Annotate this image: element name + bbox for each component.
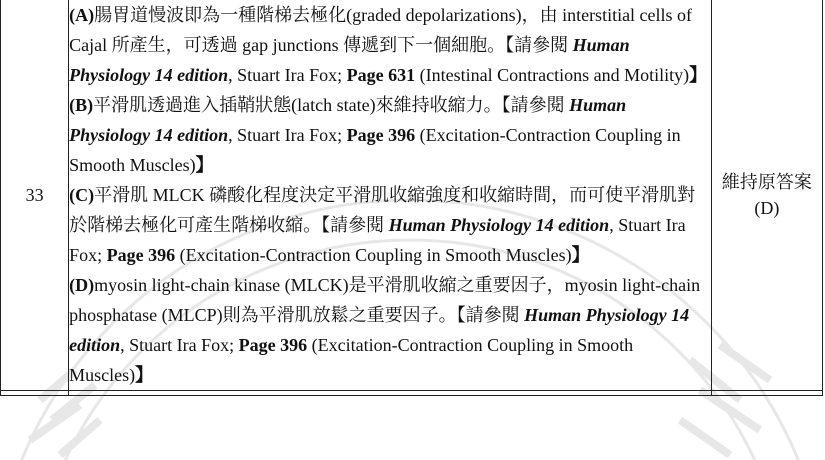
paragraph-a <box>69 0 711 90</box>
option-label: (A) <box>69 5 95 25</box>
book-title: Human Physiology 14 edition <box>69 35 630 85</box>
author-text: , Stuart Ira Fox; <box>69 215 686 265</box>
paragraph-text: myosin light-chain kinase (MLCK)是平滑肌收縮之重要因子，myosin light-chain phosphatase (MLCP)則為平滑肌放鬆之重要因子。【請參閱 <box>69 275 701 325</box>
explanation-cell <box>69 0 712 391</box>
section-title: (Excitation-Contraction Coupling in Smooth Muscles) <box>175 245 572 265</box>
close-bracket: 】 <box>689 65 708 85</box>
section-title: (Intestinal Contractions and Motility) <box>415 65 690 85</box>
answer-text: 維持原答案 <box>721 172 812 192</box>
next-row-cell <box>69 391 712 396</box>
paragraph-b <box>69 90 711 180</box>
paragraph-c <box>69 180 711 270</box>
paragraph-text: 平滑肌 MLCK 磷酸化程度決定平滑肌收縮強度和收縮時間，而可使平滑肌對於階梯去極化可產生階梯收縮。【請參閱 <box>69 185 696 235</box>
book-title: Human Physiology 14 edition <box>69 305 690 355</box>
book-title: Human Physiology 14 edition <box>388 215 610 235</box>
question-number: 33 <box>1 0 69 391</box>
answer-option: (D) <box>754 198 780 218</box>
page-ref: Page 396 <box>106 245 176 265</box>
page-ref: Page 396 <box>238 335 308 355</box>
option-label: (C) <box>69 185 95 205</box>
next-row-cell <box>711 391 822 396</box>
next-row-cell <box>1 391 69 396</box>
answer-cell <box>711 0 822 391</box>
page-ref: Page 396 <box>346 125 416 145</box>
table-row <box>1 0 823 391</box>
section-title: (Excitation-Contraction Coupling in Smooth Muscles) <box>69 125 681 175</box>
author-text: , Stuart Ira Fox; <box>120 335 239 355</box>
paragraph-text: 腸胃道慢波即為一種階梯去極化(graded depolarizations)，由 interstitial cells of Cajal 所產生，可透過 gap junctions 傳遞到下一個細胞。【請參閱 <box>69 5 693 55</box>
option-label: (D) <box>69 275 95 295</box>
table-row-next <box>1 391 823 396</box>
paragraph-d <box>69 270 711 390</box>
close-bracket: 】 <box>571 245 590 265</box>
option-label: (B) <box>69 95 94 115</box>
close-bracket: 】 <box>195 155 214 175</box>
author-text: , Stuart Ira Fox; <box>228 125 347 145</box>
section-title: (Excitation-Contraction Coupling in Smooth Muscles) <box>69 335 634 385</box>
page-ref: Page 631 <box>346 65 416 85</box>
paragraph-text: 平滑肌透過進入插鞘狀態(latch state)來維持收縮力。【請參閱 <box>93 95 570 115</box>
author-text: , Stuart Ira Fox; <box>228 65 347 85</box>
close-bracket: 】 <box>135 365 154 385</box>
book-title: Human Physiology 14 edition <box>69 95 627 145</box>
